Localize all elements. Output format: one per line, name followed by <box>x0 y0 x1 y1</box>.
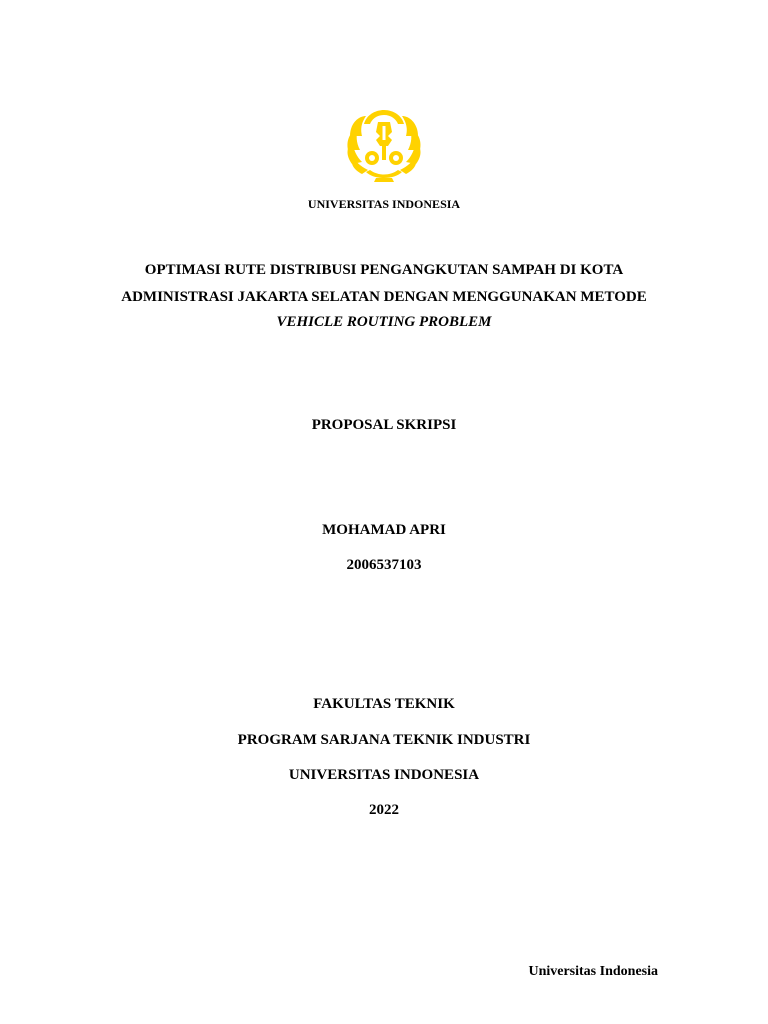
page-footer: Universitas Indonesia <box>528 964 658 979</box>
faculty: FAKULTAS TEKNIK <box>313 696 455 712</box>
university-name: UNIVERSITAS INDONESIA <box>288 767 480 783</box>
year: 2022 <box>369 802 399 818</box>
university-header: UNIVERSITAS INDONESIA <box>307 197 461 211</box>
study-program: PROGRAM SARJANA TEKNIK INDUSTRI <box>237 732 531 748</box>
document-type: PROPOSAL SKRIPSI <box>311 417 457 433</box>
author-name: MOHAMAD APRI <box>322 522 446 538</box>
makara-logo-icon <box>344 106 424 186</box>
title-line-3: VEHICLE ROUTING PROBLEM <box>276 314 492 330</box>
student-id: 2006537103 <box>346 557 422 573</box>
title-line-1: OPTIMASI RUTE DISTRIBUSI PENGANGKUTAN SAMPAH DI KOTA <box>144 262 624 278</box>
title-line-2: ADMINISTRASI JAKARTA SELATAN DENGAN MENGGUNAKAN METODE <box>121 289 647 305</box>
